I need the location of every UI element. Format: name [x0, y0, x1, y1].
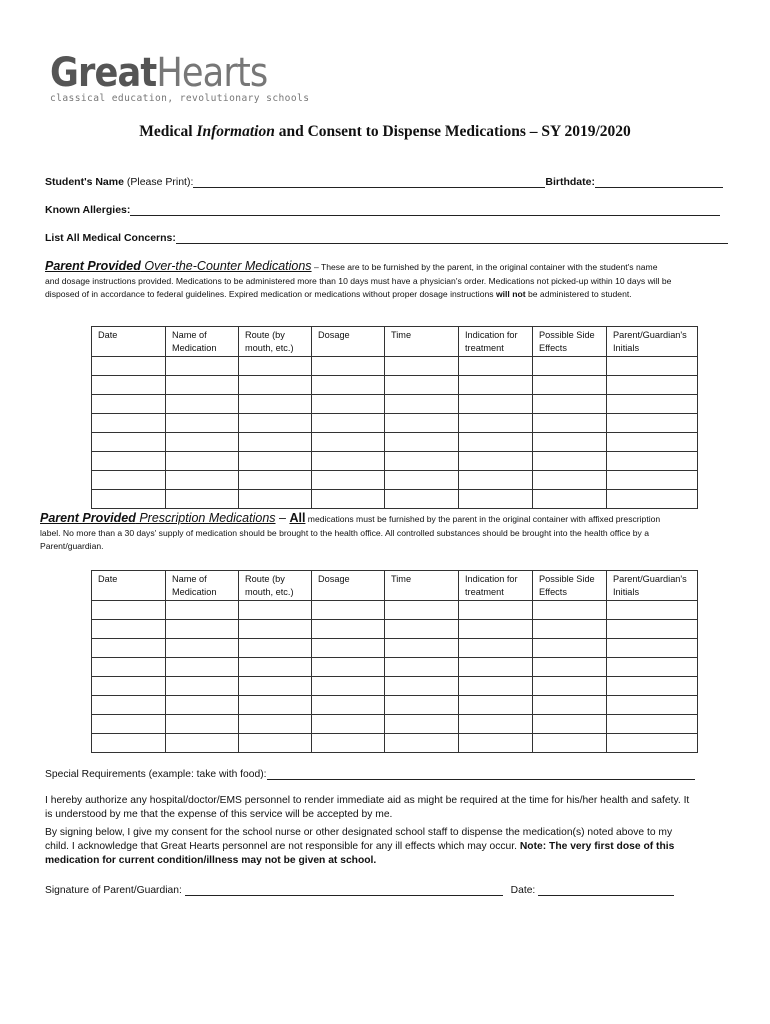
- table-cell[interactable]: [92, 696, 166, 715]
- otc-medications-table: [91, 326, 698, 509]
- table-cell[interactable]: [459, 452, 533, 471]
- table-cell[interactable]: [312, 414, 385, 433]
- table-cell[interactable]: [166, 471, 239, 490]
- table-cell[interactable]: [385, 620, 459, 639]
- column-header: Possible Side Effects: [533, 571, 607, 601]
- table-cell[interactable]: [239, 639, 312, 658]
- table-cell[interactable]: [92, 433, 166, 452]
- table-cell[interactable]: [239, 677, 312, 696]
- table-cell[interactable]: [92, 639, 166, 658]
- logo-tagline: classical education, revolutionary schools: [50, 93, 310, 104]
- table-cell[interactable]: [385, 452, 459, 471]
- rx-medications-table: [91, 570, 698, 753]
- table-row: [92, 376, 698, 395]
- signature-label: Signature of Parent/Guardian:: [45, 885, 185, 896]
- table-cell[interactable]: [459, 601, 533, 620]
- medical-concerns-field[interactable]: [176, 232, 728, 244]
- table-cell[interactable]: [607, 620, 698, 639]
- column-header: Parent/Guardian's Initials: [607, 571, 698, 601]
- table-cell[interactable]: [92, 357, 166, 376]
- table-cell[interactable]: [312, 601, 385, 620]
- table-cell[interactable]: [166, 395, 239, 414]
- table-cell[interactable]: [459, 658, 533, 677]
- table-row: [92, 414, 698, 433]
- signature-row: [45, 884, 674, 896]
- consent-paragraph: By signing below, I give my consent for the school nurse or other designated school staff to dispense the medication(s) noted above to my child. I acknowledge that Great Hearts personnel are not responsible for any ill effects which may occur. Note: The very first dose of this medication for current condition/illness may not be given at school.: [45, 827, 675, 866]
- table-cell[interactable]: [385, 696, 459, 715]
- table-cell[interactable]: [312, 433, 385, 452]
- table-cell[interactable]: [312, 658, 385, 677]
- table-row: [92, 734, 698, 753]
- table-cell[interactable]: [385, 471, 459, 490]
- table-cell[interactable]: [166, 601, 239, 620]
- column-header: Route (by mouth, etc.): [239, 571, 312, 601]
- allergies-field[interactable]: [130, 204, 720, 216]
- table-row: [92, 658, 698, 677]
- medical-concerns-label: List All Medical Concerns:: [45, 232, 176, 244]
- table-cell[interactable]: [312, 734, 385, 753]
- table-cell[interactable]: [312, 452, 385, 471]
- table-cell[interactable]: [607, 376, 698, 395]
- student-name-label: Student's Name: [45, 176, 124, 188]
- table-cell[interactable]: [166, 639, 239, 658]
- table-cell[interactable]: [312, 376, 385, 395]
- table-cell[interactable]: [533, 734, 607, 753]
- table-cell[interactable]: [92, 376, 166, 395]
- table-row: [92, 639, 698, 658]
- column-header: Route (by mouth, etc.): [239, 327, 312, 357]
- table-cell[interactable]: [607, 357, 698, 376]
- table-cell[interactable]: [92, 490, 166, 509]
- page-title: Medical Information and Consent to Dispense Medications – SY 2019/2020: [139, 123, 631, 140]
- table-cell[interactable]: [607, 677, 698, 696]
- table-cell[interactable]: [385, 490, 459, 509]
- table-cell[interactable]: [459, 433, 533, 452]
- table-cell[interactable]: [312, 471, 385, 490]
- table-cell[interactable]: [533, 639, 607, 658]
- table-cell[interactable]: [459, 414, 533, 433]
- table-cell[interactable]: [239, 357, 312, 376]
- table-cell[interactable]: [166, 658, 239, 677]
- table-cell[interactable]: [533, 715, 607, 734]
- column-header: Parent/Guardian's Initials: [607, 327, 698, 357]
- signature-field[interactable]: [185, 884, 503, 896]
- table-cell[interactable]: [239, 734, 312, 753]
- column-header: Name of Medication: [166, 571, 239, 601]
- signature-date-field[interactable]: [538, 884, 674, 896]
- table-cell[interactable]: [92, 601, 166, 620]
- table-cell[interactable]: [607, 395, 698, 414]
- rx-heading: Parent Provided Prescription Medications: [40, 511, 276, 525]
- table-row: [92, 490, 698, 509]
- table-cell[interactable]: [166, 715, 239, 734]
- table-cell[interactable]: [533, 658, 607, 677]
- column-header: Dosage: [312, 327, 385, 357]
- table-cell[interactable]: [166, 696, 239, 715]
- table-cell[interactable]: [459, 376, 533, 395]
- column-header: Date: [92, 327, 166, 357]
- column-header: Time: [385, 571, 459, 601]
- table-cell[interactable]: [385, 715, 459, 734]
- table-cell[interactable]: [533, 395, 607, 414]
- table-cell[interactable]: [166, 433, 239, 452]
- table-cell[interactable]: [92, 471, 166, 490]
- table-cell[interactable]: [459, 715, 533, 734]
- special-requirements-label: Special Requirements (example: take with food):: [45, 769, 267, 780]
- table-cell[interactable]: [239, 658, 312, 677]
- table-cell[interactable]: [385, 639, 459, 658]
- table-cell[interactable]: [239, 490, 312, 509]
- student-name-field[interactable]: [193, 176, 545, 188]
- table-cell[interactable]: [239, 376, 312, 395]
- table-row: [92, 696, 698, 715]
- table-cell[interactable]: [607, 414, 698, 433]
- table-cell[interactable]: [385, 357, 459, 376]
- table-cell[interactable]: [385, 601, 459, 620]
- table-cell[interactable]: [166, 620, 239, 639]
- table-cell[interactable]: [312, 715, 385, 734]
- special-requirements-field[interactable]: [267, 768, 695, 780]
- table-cell[interactable]: [92, 715, 166, 734]
- table-cell[interactable]: [459, 490, 533, 509]
- table-cell[interactable]: [312, 677, 385, 696]
- table-row: [92, 395, 698, 414]
- table-cell[interactable]: [385, 677, 459, 696]
- table-cell[interactable]: [533, 376, 607, 395]
- otc-section-text: Parent Provided Over-the-Counter Medications – These are to be furnished by the parent, in the original container with the student's name and dosage instructions provided. Medications to be administered more than 10 days must have a physician's order. Medications not picked-up within 10 days will be disposed of in accordance to federal guidelines. Expired medication or medications without proper dosage instructions will not be administered to student.: [45, 259, 672, 299]
- birthdate-label: Birthdate:: [545, 176, 595, 188]
- column-header: Time: [385, 327, 459, 357]
- birthdate-field[interactable]: [595, 176, 723, 188]
- table-cell[interactable]: [533, 414, 607, 433]
- table-cell[interactable]: [92, 452, 166, 471]
- table-cell[interactable]: [533, 490, 607, 509]
- great-hearts-logo: [50, 52, 309, 104]
- table-cell[interactable]: [239, 715, 312, 734]
- table-cell[interactable]: [459, 639, 533, 658]
- table-cell[interactable]: [607, 715, 698, 734]
- table-cell[interactable]: [385, 395, 459, 414]
- table-cell[interactable]: [239, 433, 312, 452]
- table-row: [92, 620, 698, 639]
- table-cell[interactable]: [312, 696, 385, 715]
- column-header: Possible Side Effects: [533, 327, 607, 357]
- table-cell[interactable]: [166, 677, 239, 696]
- table-cell[interactable]: [239, 471, 312, 490]
- table-cell[interactable]: [166, 357, 239, 376]
- table-cell[interactable]: [166, 376, 239, 395]
- table-cell[interactable]: [533, 452, 607, 471]
- table-cell[interactable]: [607, 734, 698, 753]
- table-row: [92, 677, 698, 696]
- table-row: [92, 471, 698, 490]
- table-cell[interactable]: [607, 696, 698, 715]
- table-cell[interactable]: [607, 471, 698, 490]
- table-cell[interactable]: [239, 452, 312, 471]
- table-cell[interactable]: [607, 639, 698, 658]
- table-cell[interactable]: [607, 452, 698, 471]
- table-cell[interactable]: [239, 395, 312, 414]
- table-cell[interactable]: [385, 734, 459, 753]
- table-cell[interactable]: [385, 376, 459, 395]
- column-header: Date: [92, 571, 166, 601]
- column-header: Indication for treatment: [459, 571, 533, 601]
- medical-concerns-row: [45, 232, 728, 244]
- table-cell[interactable]: [459, 620, 533, 639]
- table-cell[interactable]: [385, 414, 459, 433]
- logo-wordmark: GreatHearts: [50, 50, 268, 96]
- table-cell[interactable]: [533, 357, 607, 376]
- table-cell[interactable]: [312, 395, 385, 414]
- table-cell[interactable]: [92, 414, 166, 433]
- table-cell[interactable]: [166, 414, 239, 433]
- student-name-row: Student's Name (Please Print): Birthdate:: [45, 176, 723, 188]
- table-cell[interactable]: [533, 620, 607, 639]
- authorization-paragraph: I hereby authorize any hospital/doctor/EMS personnel to render immediate aid as might be required at the time for his/her health and safety. It is understood by me that the expense of this service will be accepted by me.: [45, 795, 690, 820]
- table-cell[interactable]: [385, 658, 459, 677]
- table-cell[interactable]: [166, 490, 239, 509]
- table-cell[interactable]: [92, 620, 166, 639]
- table-cell[interactable]: [459, 677, 533, 696]
- otc-heading: Parent Provided Over-the-Counter Medications: [45, 259, 312, 273]
- table-cell[interactable]: [533, 601, 607, 620]
- allergies-row: [45, 204, 720, 216]
- table-cell[interactable]: [459, 734, 533, 753]
- table-cell[interactable]: [459, 696, 533, 715]
- table-cell[interactable]: [92, 734, 166, 753]
- table-cell[interactable]: [607, 490, 698, 509]
- first-dose-note: Note: The very first dose of this medication for current condition/illness may not be given at school.: [45, 841, 675, 866]
- table-cell[interactable]: [92, 677, 166, 696]
- table-cell[interactable]: [607, 433, 698, 452]
- table-cell[interactable]: [92, 658, 166, 677]
- date-label: Date:: [510, 885, 539, 896]
- table-cell[interactable]: [459, 395, 533, 414]
- table-cell[interactable]: [239, 696, 312, 715]
- table-cell[interactable]: [312, 490, 385, 509]
- table-cell[interactable]: [239, 601, 312, 620]
- table-cell[interactable]: [607, 658, 698, 677]
- column-header: Name of Medication: [166, 327, 239, 357]
- table-row: [92, 601, 698, 620]
- table-cell[interactable]: [533, 677, 607, 696]
- table-cell[interactable]: [312, 357, 385, 376]
- table-cell[interactable]: [312, 620, 385, 639]
- allergies-label: Known Allergies:: [45, 204, 131, 216]
- table-cell[interactable]: [239, 414, 312, 433]
- table-row: [92, 452, 698, 471]
- table-row: [92, 433, 698, 452]
- column-header: Indication for treatment: [459, 327, 533, 357]
- table-cell[interactable]: [385, 433, 459, 452]
- table-row: [92, 715, 698, 734]
- table-cell[interactable]: [607, 601, 698, 620]
- special-requirements-row: [45, 768, 695, 780]
- rx-section-text: Parent Provided Prescription Medications – All medications must be furnished by the parent in the original container with affixed prescription label. No more than a 30 days' supply of medication should be brought to the health office. All controlled substances should be brought into the health office by a Parent/guardian.: [40, 511, 661, 551]
- table-cell[interactable]: [533, 433, 607, 452]
- table-row: [92, 357, 698, 376]
- table-cell[interactable]: [92, 395, 166, 414]
- table-cell[interactable]: [239, 620, 312, 639]
- column-header: Dosage: [312, 571, 385, 601]
- table-cell[interactable]: [459, 357, 533, 376]
- table-cell[interactable]: [312, 639, 385, 658]
- table-cell[interactable]: [166, 734, 239, 753]
- table-cell[interactable]: [533, 696, 607, 715]
- table-cell[interactable]: [459, 471, 533, 490]
- table-cell[interactable]: [166, 452, 239, 471]
- table-cell[interactable]: [533, 471, 607, 490]
